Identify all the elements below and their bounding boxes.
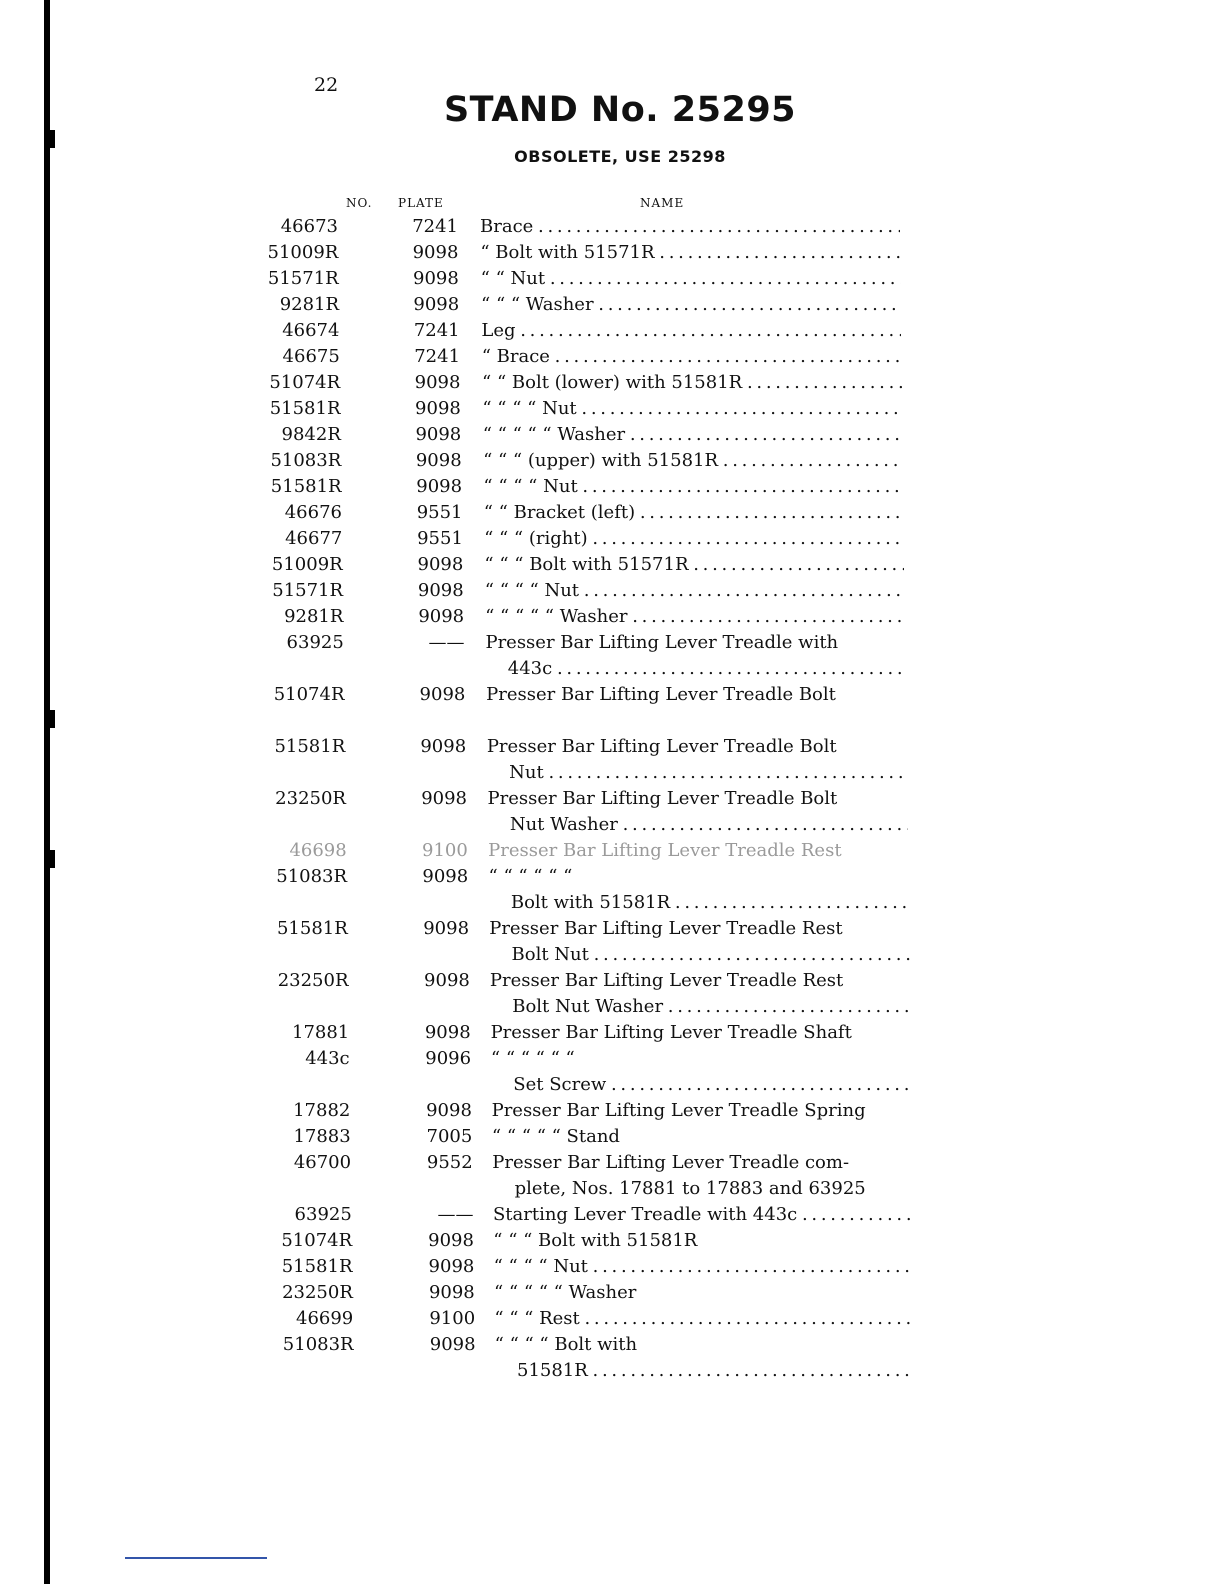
plate-number: —— bbox=[437, 1204, 474, 1225]
part-name: Presser Bar Lifting Lever Treadle Rest bbox=[488, 840, 842, 861]
table-row bbox=[0, 344, 1224, 370]
part-number: 17882 bbox=[293, 1100, 351, 1121]
column-headers bbox=[0, 196, 1224, 214]
table-row bbox=[0, 682, 1224, 708]
part-number: 51074R bbox=[281, 1230, 353, 1251]
table-row bbox=[0, 214, 1224, 240]
table-row bbox=[0, 968, 1224, 994]
part-number: 63925 bbox=[286, 632, 344, 653]
plate-number: 7005 bbox=[426, 1126, 473, 1147]
part-number: 46698 bbox=[289, 840, 347, 861]
part-number: 51074R bbox=[269, 372, 341, 393]
part-number: 46673 bbox=[280, 216, 338, 237]
part-number: 51009R bbox=[271, 554, 343, 575]
part-name: “ “ “ Washer . . . bbox=[481, 294, 901, 315]
part-number: 46675 bbox=[282, 346, 340, 367]
part-name: 51581R . . . bbox=[517, 1360, 915, 1381]
table-row bbox=[0, 266, 1224, 292]
part-number: 23250R bbox=[282, 1282, 353, 1303]
table-row bbox=[0, 630, 1224, 656]
table-row bbox=[0, 812, 1224, 838]
part-name: “ “ “ “ “ “ bbox=[490, 1048, 575, 1069]
plate-number: 9098 bbox=[428, 1256, 475, 1277]
part-name: “ “ “ “ Nut . . . bbox=[482, 398, 902, 419]
plate-number: 9098 bbox=[418, 606, 465, 627]
table-row bbox=[0, 1124, 1224, 1150]
part-number: 46674 bbox=[282, 320, 340, 341]
table-row bbox=[0, 1358, 1224, 1384]
plate-number: 9098 bbox=[428, 1282, 475, 1303]
table-row bbox=[0, 838, 1224, 864]
header-plate: PLATE bbox=[398, 196, 444, 210]
part-number: 17881 bbox=[292, 1022, 350, 1043]
plate-number: 9098 bbox=[419, 684, 466, 705]
part-number: 51083R bbox=[282, 1334, 354, 1355]
plate-number: 9098 bbox=[424, 1022, 471, 1043]
part-name: Presser Bar Lifting Lever Treadle Bolt bbox=[486, 736, 837, 757]
table-row bbox=[0, 864, 1224, 890]
part-name: Presser Bar Lifting Lever Treadle Shaft bbox=[490, 1022, 852, 1043]
table-row bbox=[0, 474, 1224, 500]
plate-number: 9098 bbox=[416, 476, 463, 497]
table-row bbox=[0, 760, 1224, 786]
table-row bbox=[0, 994, 1224, 1020]
part-name: “ “ “ “ Nut . . . bbox=[485, 580, 905, 601]
plate-number: 9098 bbox=[429, 1334, 476, 1355]
part-name: “ “ “ Rest . . . bbox=[494, 1308, 914, 1329]
plate-number: 7241 bbox=[414, 346, 461, 367]
table-row bbox=[0, 318, 1224, 344]
table-row bbox=[0, 1202, 1224, 1228]
part-name: Presser Bar Lifting Lever Treadle Bolt bbox=[486, 684, 836, 705]
table-row bbox=[0, 240, 1224, 266]
table-row bbox=[0, 1098, 1224, 1124]
part-name: “ “ “ “ “ “ bbox=[488, 866, 573, 887]
table-row bbox=[0, 422, 1224, 448]
part-number: 23250R bbox=[275, 788, 346, 809]
plate-number: 9552 bbox=[426, 1152, 473, 1173]
plate-number: 9551 bbox=[417, 528, 463, 549]
part-name: “ “ “ “ Bolt with bbox=[494, 1334, 638, 1355]
part-number: 17883 bbox=[293, 1126, 351, 1147]
part-number: 51581R bbox=[276, 918, 348, 939]
part-name: Presser Bar Lifting Lever Treadle with bbox=[485, 632, 839, 653]
table-row bbox=[0, 1046, 1224, 1072]
plate-number: 9098 bbox=[428, 1230, 474, 1251]
header-no: NO. bbox=[346, 196, 373, 210]
part-name: plete, Nos. 17881 to 17883 and 63925 bbox=[514, 1178, 866, 1199]
part-number: 51083R bbox=[276, 866, 348, 887]
plate-number: 9100 bbox=[422, 840, 468, 861]
table-row bbox=[0, 1072, 1224, 1098]
part-name: Bolt Nut Washer . . . bbox=[512, 996, 910, 1017]
part-name: Nut . . . bbox=[509, 762, 907, 783]
part-name: “ “ “ “ “ Stand bbox=[491, 1126, 620, 1147]
plate-number: 9098 bbox=[415, 424, 462, 445]
part-number: 46677 bbox=[285, 528, 343, 549]
part-name: “ “ Nut . . . bbox=[481, 268, 901, 289]
plate-number: 9098 bbox=[424, 970, 470, 991]
page-title: STAND No. 25295 bbox=[443, 90, 797, 130]
table-row bbox=[0, 396, 1224, 422]
plate-number: 9098 bbox=[420, 736, 467, 757]
part-name: “ “ “ Bolt with 51571R . . . bbox=[484, 554, 904, 575]
plate-number: 9098 bbox=[417, 580, 464, 601]
plate-number: 9098 bbox=[412, 242, 459, 263]
part-number: 443c bbox=[305, 1048, 350, 1069]
table-row bbox=[0, 500, 1224, 526]
plate-number: 9096 bbox=[425, 1048, 472, 1069]
page-number: 22 bbox=[314, 74, 339, 96]
page-edge-mark bbox=[50, 130, 55, 148]
part-number: 51083R bbox=[270, 450, 342, 471]
plate-number: —— bbox=[428, 632, 465, 653]
part-number: 46676 bbox=[284, 502, 342, 523]
table-row bbox=[0, 942, 1224, 968]
table-row bbox=[0, 552, 1224, 578]
part-number: 51581R bbox=[270, 476, 342, 497]
plate-number: 9100 bbox=[429, 1308, 476, 1329]
part-name: Bolt Nut . . . bbox=[512, 944, 910, 965]
table-row bbox=[0, 1020, 1224, 1046]
part-name: “ “ “ (upper) with 51581R . . . bbox=[483, 450, 903, 471]
part-name: “ Brace . . . bbox=[482, 346, 902, 367]
plate-number: 9098 bbox=[413, 294, 460, 315]
part-name: Leg . . . bbox=[481, 320, 901, 341]
table-row bbox=[0, 292, 1224, 318]
header-name: NAME bbox=[640, 196, 685, 210]
part-number: 51571R bbox=[267, 268, 339, 289]
part-name: Presser Bar Lifting Lever Treadle Spring bbox=[491, 1100, 866, 1121]
plate-number: 9098 bbox=[426, 1100, 472, 1121]
part-name: Brace . . . bbox=[480, 216, 900, 237]
parts-list bbox=[0, 214, 1224, 1384]
table-row bbox=[0, 526, 1224, 552]
part-name: “ “ “ (right) . . . bbox=[484, 528, 904, 549]
plate-number: 9098 bbox=[422, 866, 469, 887]
table-row bbox=[0, 916, 1224, 942]
plate-number: 9098 bbox=[421, 788, 467, 809]
part-name: Bolt with 51581R . . . bbox=[511, 892, 909, 913]
part-name: “ “ “ “ Nut . . . bbox=[494, 1256, 914, 1277]
part-name: Starting Lever Treadle with 443c . . . bbox=[493, 1204, 913, 1225]
table-row bbox=[0, 1306, 1224, 1332]
table-row bbox=[0, 370, 1224, 396]
part-number: 51074R bbox=[273, 684, 345, 705]
table-row bbox=[0, 448, 1224, 474]
part-name: “ “ “ Bolt with 51581R bbox=[493, 1230, 698, 1251]
footer-rule bbox=[125, 1557, 267, 1559]
table-row bbox=[0, 1228, 1224, 1254]
part-number: 63925 bbox=[294, 1204, 352, 1225]
part-number: 9281R bbox=[279, 294, 340, 315]
table-row bbox=[0, 890, 1224, 916]
page-subtitle: OBSOLETE, USE 25298 bbox=[514, 147, 726, 166]
part-name: “ “ “ “ Nut . . . bbox=[483, 476, 903, 497]
part-name: Presser Bar Lifting Lever Treadle Rest bbox=[489, 970, 844, 991]
plate-number: 7241 bbox=[412, 216, 458, 237]
part-name: “ “ Bolt (lower) with 51581R . . . bbox=[482, 372, 902, 393]
part-number: 9842R bbox=[281, 424, 341, 445]
table-row bbox=[0, 578, 1224, 604]
plate-number: 9098 bbox=[415, 450, 462, 471]
part-number: 46699 bbox=[296, 1308, 354, 1329]
part-name: 443c . . . bbox=[508, 658, 906, 679]
table-row bbox=[0, 1176, 1224, 1202]
part-number: 23250R bbox=[277, 970, 349, 991]
plate-number: 9098 bbox=[413, 268, 459, 289]
plate-number: 7241 bbox=[413, 320, 460, 341]
plate-number: 9098 bbox=[417, 554, 464, 575]
part-name: Set Screw . . . bbox=[513, 1074, 911, 1095]
part-name: “ “ “ “ “ Washer . . . bbox=[485, 606, 905, 627]
table-row bbox=[0, 1254, 1224, 1280]
part-number: 46700 bbox=[293, 1152, 352, 1173]
part-number: 51581R bbox=[274, 736, 346, 757]
table-row bbox=[0, 1280, 1224, 1306]
table-row bbox=[0, 708, 1224, 734]
table-row bbox=[0, 786, 1224, 812]
part-name: “ “ “ “ “ Washer . . . bbox=[483, 424, 903, 445]
table-row bbox=[0, 1332, 1224, 1358]
table-row bbox=[0, 734, 1224, 760]
plate-number: 9098 bbox=[415, 398, 461, 419]
plate-number: 9098 bbox=[423, 918, 470, 939]
part-name: “ “ Bracket (left) . . . bbox=[484, 502, 904, 523]
part-name: “ Bolt with 51571R . . . bbox=[480, 242, 900, 263]
part-number: 51571R bbox=[272, 580, 344, 601]
plate-number: 9551 bbox=[416, 502, 463, 523]
part-name: “ “ “ “ “ Washer bbox=[493, 1282, 637, 1303]
part-number: 51581R bbox=[281, 1256, 353, 1277]
part-number: 51581R bbox=[269, 398, 341, 419]
part-name: Presser Bar Lifting Lever Treadle Bolt bbox=[487, 788, 838, 809]
table-row bbox=[0, 1150, 1224, 1176]
part-name: Presser Bar Lifting Lever Treadle com- bbox=[492, 1152, 850, 1173]
table-row bbox=[0, 604, 1224, 630]
table-row bbox=[0, 656, 1224, 682]
part-number: 9281R bbox=[284, 606, 344, 627]
part-name: Nut Washer . . . bbox=[510, 814, 908, 835]
part-number: 51009R bbox=[267, 242, 339, 263]
plate-number: 9098 bbox=[414, 372, 461, 393]
part-name: Presser Bar Lifting Lever Treadle Rest bbox=[489, 918, 843, 939]
